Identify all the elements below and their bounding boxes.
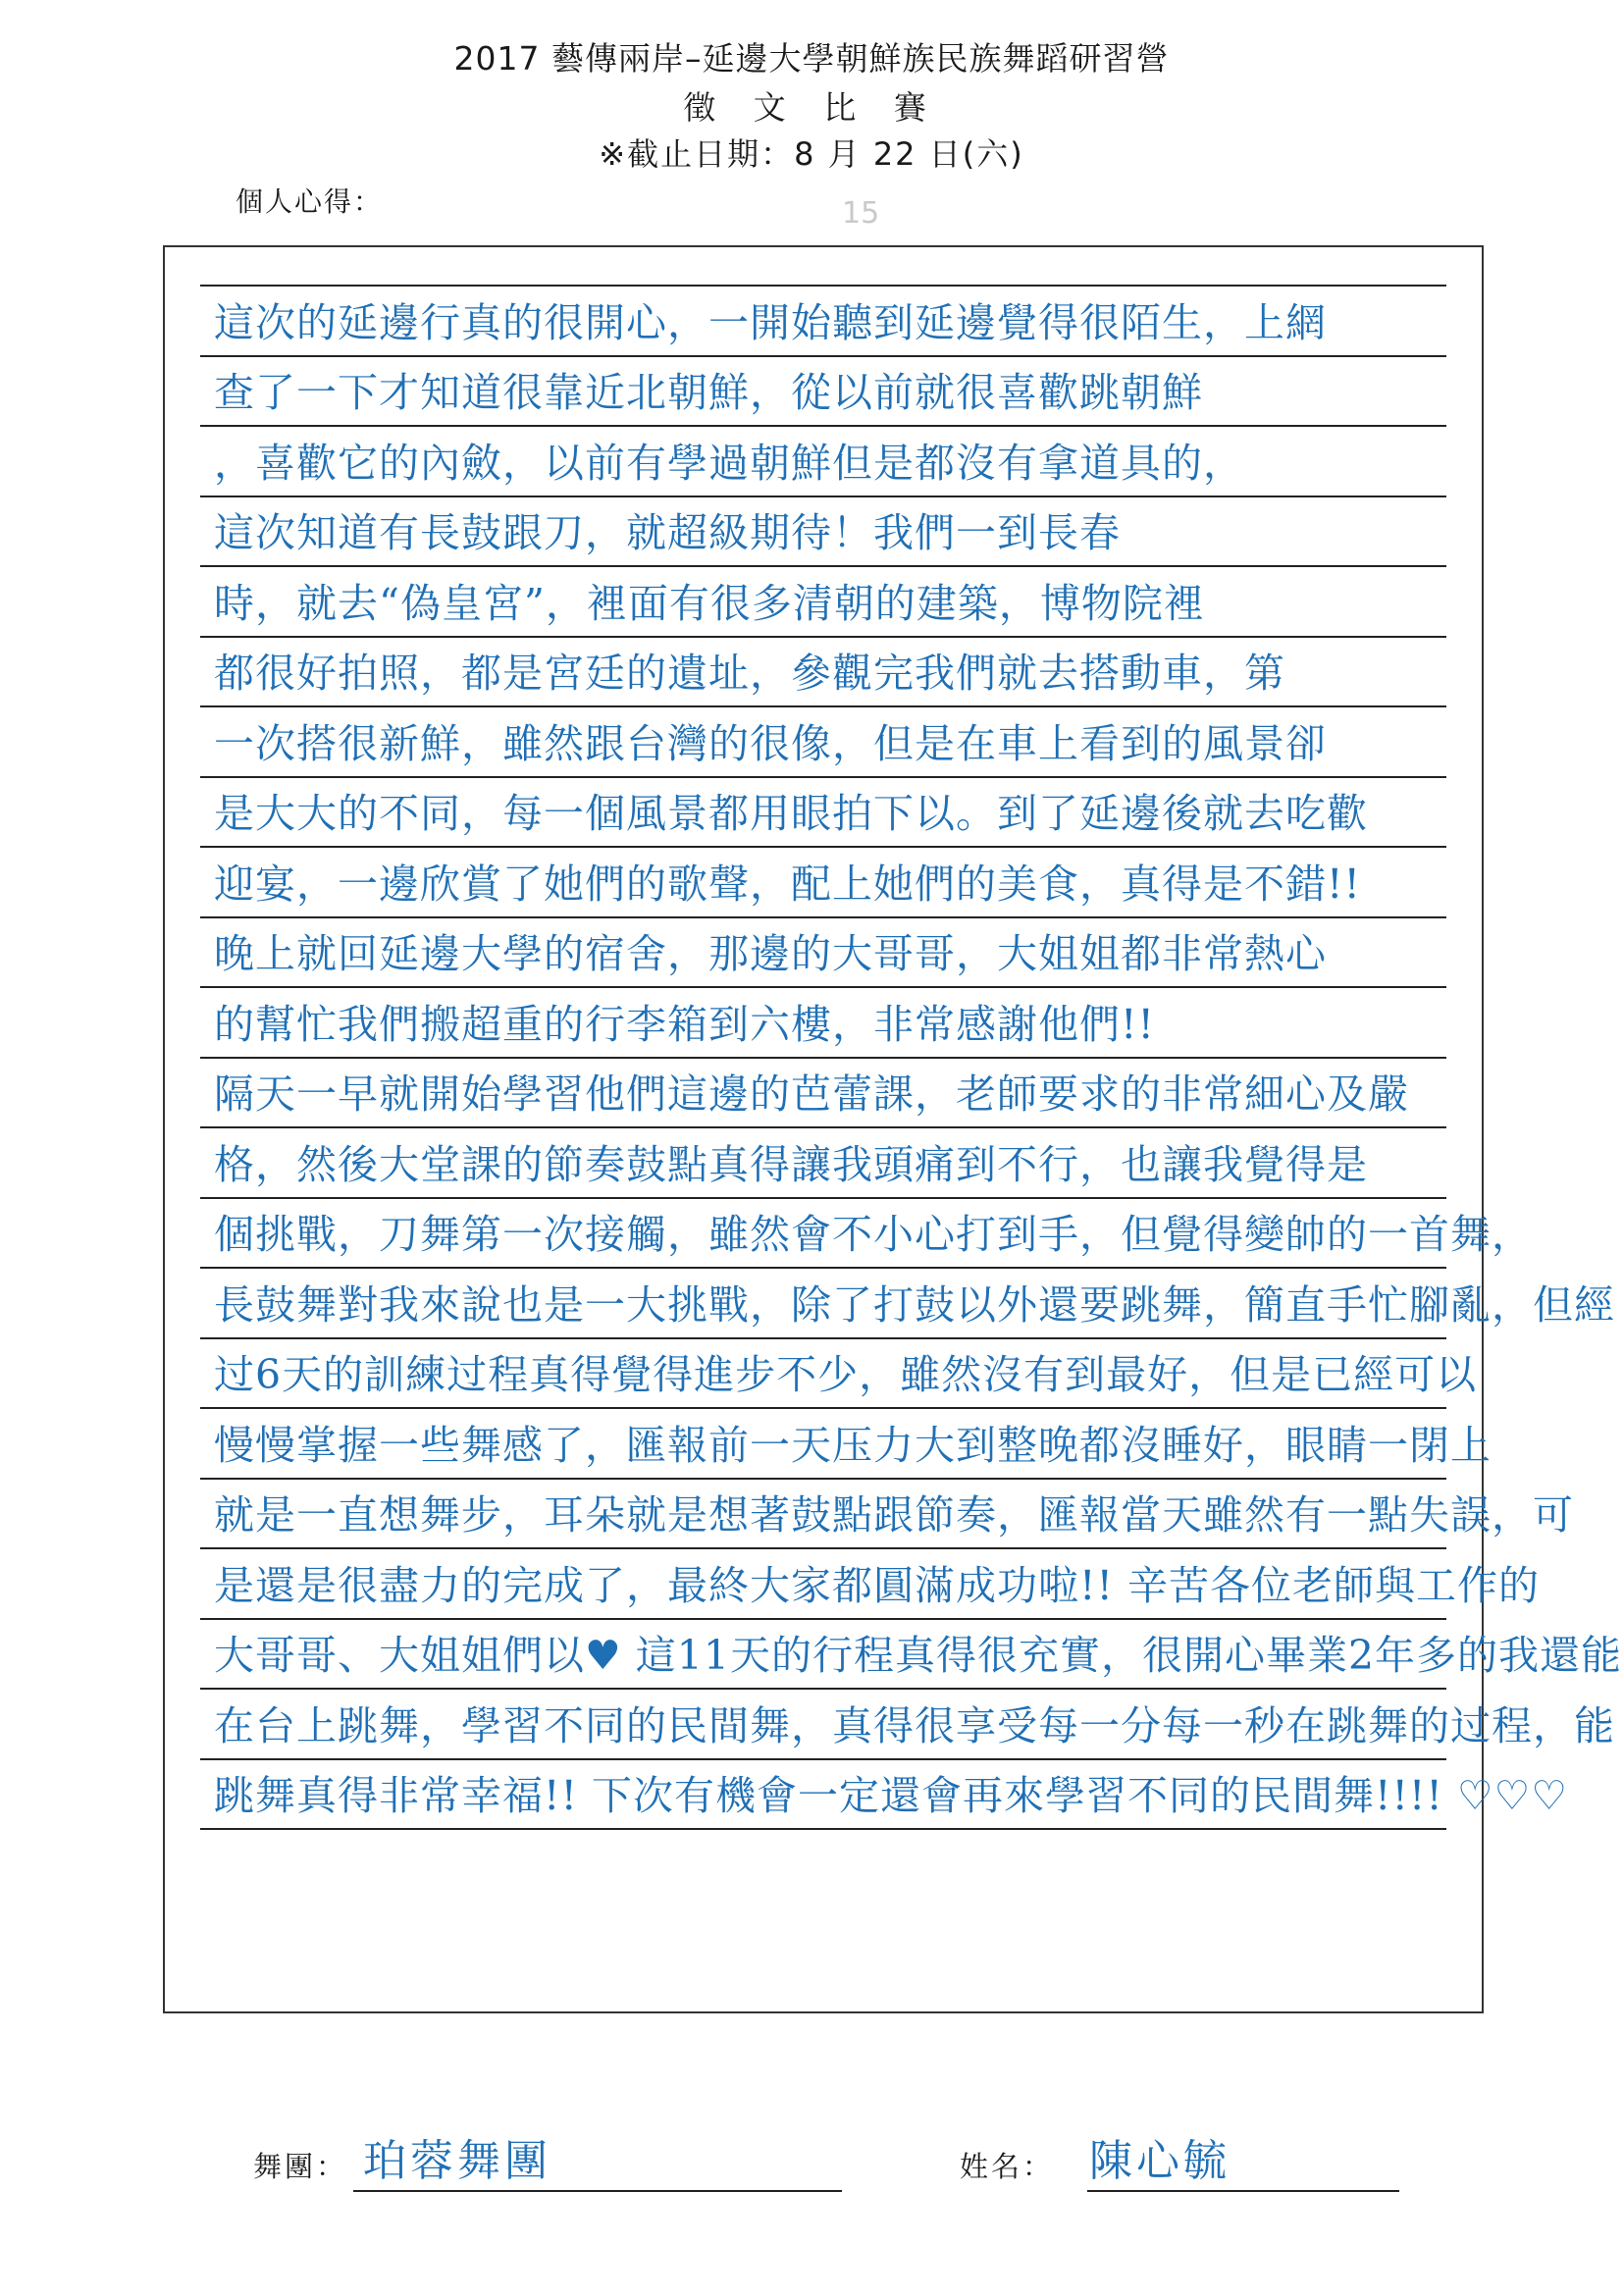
ruled-line [200, 565, 1446, 567]
contest-title: 徵 文 比 賽 [683, 88, 940, 127]
essay-line: 長鼓舞對我來說也是一大挑戰，除了打鼓以外還要跳舞，簡直手忙腳亂，但經 [214, 1280, 1615, 1329]
event-title: 2017 藝傳兩岸–延邊大學朝鮮族民族舞蹈研習營 [453, 39, 1170, 78]
essay-line: 大哥哥、大姐姐們以♥ 這11天的行程真得很充實，很開心畢業2年多的我還能 [214, 1632, 1623, 1679]
essay-line: 过6天的訓練过程真得覺得進步不少，雖然沒有到最好，但是已經可以 [214, 1351, 1478, 1398]
ruled-line [200, 1547, 1446, 1549]
essay-line: 都很好拍照，都是宮廷的遺址，參觀完我們就去搭動車，第 [214, 650, 1285, 697]
faint-mark: 15 [842, 196, 880, 231]
essay-line: 隔天一早就開始學習他們這邊的芭蕾課，老師要求的非常細心及嚴 [214, 1070, 1409, 1118]
essay-line: 是還是很盡力的完成了，最終大家都圓滿成功啦!! 辛苦各位老師與工作的 [214, 1561, 1540, 1609]
ruled-line [200, 285, 1446, 287]
essay-line: 在台上跳舞，學習不同的民間舞，真得很享受每一分每一秒在跳舞的过程，能 [214, 1701, 1615, 1749]
ruled-line [200, 846, 1446, 848]
essay-line: 是大大的不同，每一個風景都用眼拍下以。到了延邊後就去吃歡 [214, 790, 1368, 837]
ruled-line [200, 705, 1446, 707]
personal-reflection-label: 個人心得： [236, 185, 384, 218]
ruled-line [200, 776, 1446, 778]
ruled-line [200, 1337, 1446, 1339]
ruled-line [200, 1197, 1446, 1199]
ruled-line [200, 986, 1446, 988]
essay-line: 這次知道有長鼓跟刀，就超級期待！我們一到長春 [214, 509, 1121, 556]
deadline-text: ※截止日期：8 月 22 日(六) [599, 135, 1024, 173]
essay-line: 一次搭很新鮮，雖然跟台灣的很像，但是在車上看到的風景卻 [214, 719, 1327, 767]
essay-line: 查了一下才知道很靠近北朝鮮，從以前就很喜歡跳朝鮮 [214, 369, 1203, 416]
ruled-line [200, 355, 1446, 357]
essay-line: 跳舞真得非常幸福!! 下次有機會一定還會再來學習不同的民間舞!!!! ♡♡♡ [214, 1772, 1569, 1819]
ruled-line [200, 1758, 1446, 1760]
essay-line: 就是一直想舞步，耳朵就是想著鼓點跟節奏，匯報當天雖然有一點失誤，可 [214, 1491, 1574, 1539]
ruled-line [200, 1478, 1446, 1480]
essay-line: 這次的延邊行真的很開心，一開始聽到延邊覺得很陌生，上網 [214, 298, 1327, 346]
troupe-value: 珀蓉舞團 [363, 2136, 551, 2186]
essay-box [163, 245, 1623, 2013]
essay-line: 的幫忙我們搬超重的行李箱到六樓，非常感謝他們!! [214, 1000, 1155, 1048]
ruled-line [200, 1126, 1446, 1128]
essay-line: 慢慢掌握一些舞感了，匯報前一天压力大到整晚都沒睡好，眼睛一閉上 [214, 1421, 1492, 1469]
ruled-line [200, 1828, 1446, 1830]
ruled-line [200, 1688, 1446, 1690]
ruled-line [200, 1618, 1446, 1620]
ruled-line [200, 1267, 1446, 1269]
essay-line: 個挑戰，刀舞第一次接觸，雖然會不小心打到手，但覺得變帥的一首舞， [214, 1211, 1533, 1258]
ruled-line [200, 916, 1446, 918]
troupe-underline [353, 2190, 842, 2192]
ruled-line [200, 1057, 1446, 1059]
name-label: 姓名： [960, 2150, 1055, 2183]
essay-line: 時，就去“偽皇宮”，裡面有很多清朝的建築，博物院裡 [214, 579, 1205, 627]
essay-line: 格，然後大堂課的節奏鼓點真得讓我頭痛到不行，也讓我覺得是 [214, 1140, 1368, 1188]
troupe-label: 舞團： [253, 2150, 348, 2183]
ruled-line [200, 1407, 1446, 1409]
ruled-line [200, 636, 1446, 638]
name-value: 陳心毓 [1089, 2136, 1230, 2186]
ruled-line [200, 425, 1446, 427]
essay-line: 晚上就回延邊大學的宿舍，那邊的大哥哥，大姐姐都非常熱心 [214, 930, 1327, 977]
ruled-line [200, 496, 1446, 497]
essay-line: 迎宴，一邊欣賞了她們的歌聲，配上她們的美食，真得是不錯!! [214, 860, 1361, 908]
essay-line: ，喜歡它的內斂，以前有學過朝鮮但是都沒有拿道具的， [214, 439, 1244, 487]
name-underline [1087, 2190, 1399, 2192]
